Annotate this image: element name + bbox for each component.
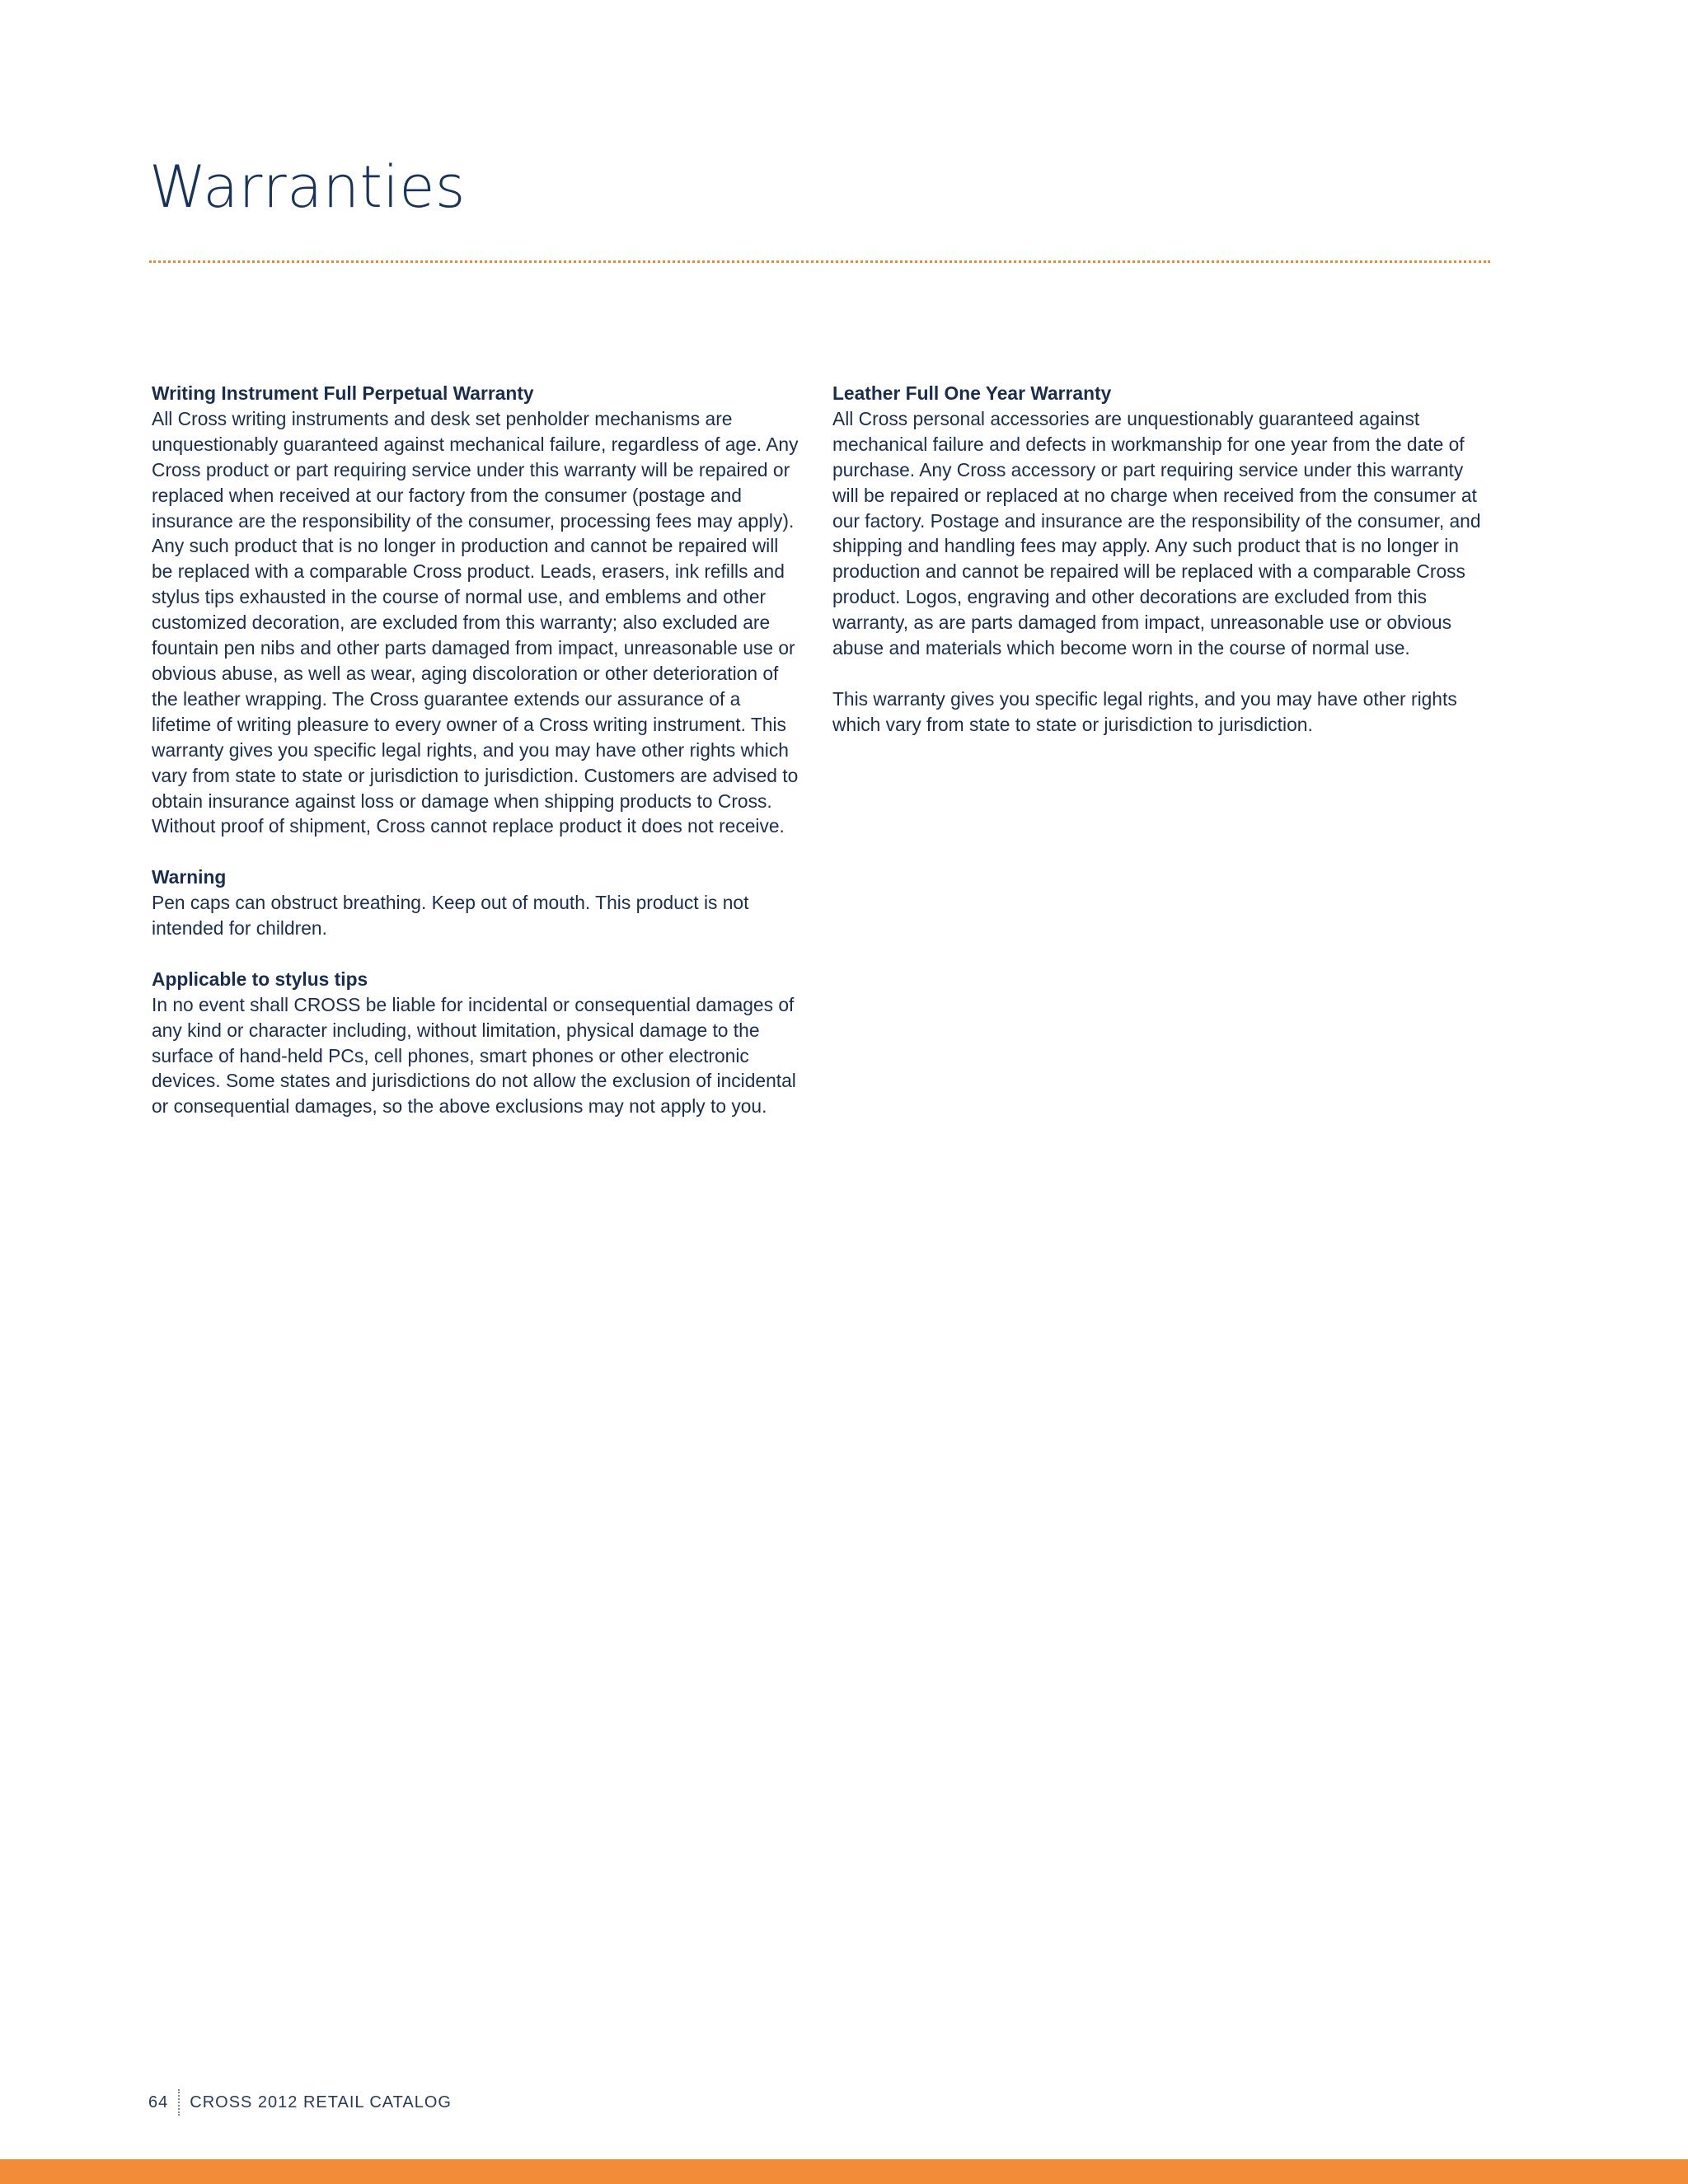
bottom-accent-band <box>0 2159 1688 2184</box>
stylus-tips-text: In no event shall CROSS be liable for incidental or consequential damages of any kind or character including, without limitation, physical damage to the surface of hand-held PCs, cell phones, smart phones or other electronic devices. Some states and jurisdictions do not allow the exclusion of incidental or consequential damages, so the above exclusions may not apply to you. <box>152 993 796 1118</box>
page-footer <box>148 2088 452 2116</box>
leather-warranty-heading: Leather Full One Year Warranty <box>832 382 1112 404</box>
writing-instrument-warranty-text: All Cross writing instruments and desk set penholder mechanisms are unquestionably guaranteed against mechanical failure, regardless of age. Any Cross product or part requiring service under this warranty will be repaired or replaced when received at our factory from the consumer (postage and insurance are the responsibility of the consumer, processing fees may apply). Any such product that is no longer in production and cannot be repaired will be replaced with a comparable Cross product. Leads, erasers, ink refills and stylus tips exhausted in the course of normal use, and emblems and other customized decoration, are excluded from this warranty; also excluded are fountain pen nibs and other parts damaged from impact, unreasonable use or obvious abuse, as well as wear, aging discoloration or other deterioration of the leather wrapping. The Cross guarantee extends our assurance of a lifetime of writing pleasure to every owner of a Cross writing instrument. This warranty gives you specific legal rights, and you may have other rights which vary from state to state or jurisdiction to jurisdiction. Customers are advised to obtain insurance against loss or damage when shipping products to Cross. Without proof of shipment, Cross cannot replace product it does not receive. <box>152 407 799 837</box>
page-number: 64 <box>148 2093 169 2111</box>
left-column <box>152 381 803 1145</box>
warning-heading: Warning <box>152 866 227 888</box>
warning-text: Pen caps can obstruct breathing. Keep out of mouth. This product is not intended for children. <box>152 892 749 940</box>
footer-divider <box>178 2089 180 2116</box>
stylus-tips-section <box>152 967 803 1119</box>
writing-instrument-warranty-heading: Writing Instrument Full Perpetual Warranty <box>152 382 534 404</box>
writing-instrument-warranty-section <box>152 381 803 839</box>
legal-rights-text: This warranty gives you specific legal rights, and you may have other rights which vary from state to state or jurisdiction to jurisdiction. <box>832 687 1457 735</box>
right-column <box>832 381 1484 763</box>
title-divider <box>149 260 1490 263</box>
stylus-tips-heading: Applicable to stylus tips <box>152 968 368 990</box>
leather-warranty-text: All Cross personal accessories are unquestionably guaranteed against mechanical failure and defects in workmanship for one year from the date of purchase. Any Cross accessory or part requiring service under this warranty will be repaired or replaced at no charge when received from the consumer at our factory. Postage and insurance are the responsibility of the consumer, and shipping and handling fees may apply. Any such product that is no longer in production and cannot be repaired will be replaced with a comparable Cross product. Logos, engraving and other decorations are excluded from this warranty, as are parts damaged from impact, unreasonable use or obvious abuse and materials which become worn in the course of normal use. <box>832 407 1481 659</box>
page-title: Warranties <box>149 153 466 221</box>
leather-warranty-section <box>832 381 1484 738</box>
warning-section <box>152 865 803 941</box>
catalog-name: CROSS 2012 RETAIL CATALOG <box>190 2093 452 2111</box>
